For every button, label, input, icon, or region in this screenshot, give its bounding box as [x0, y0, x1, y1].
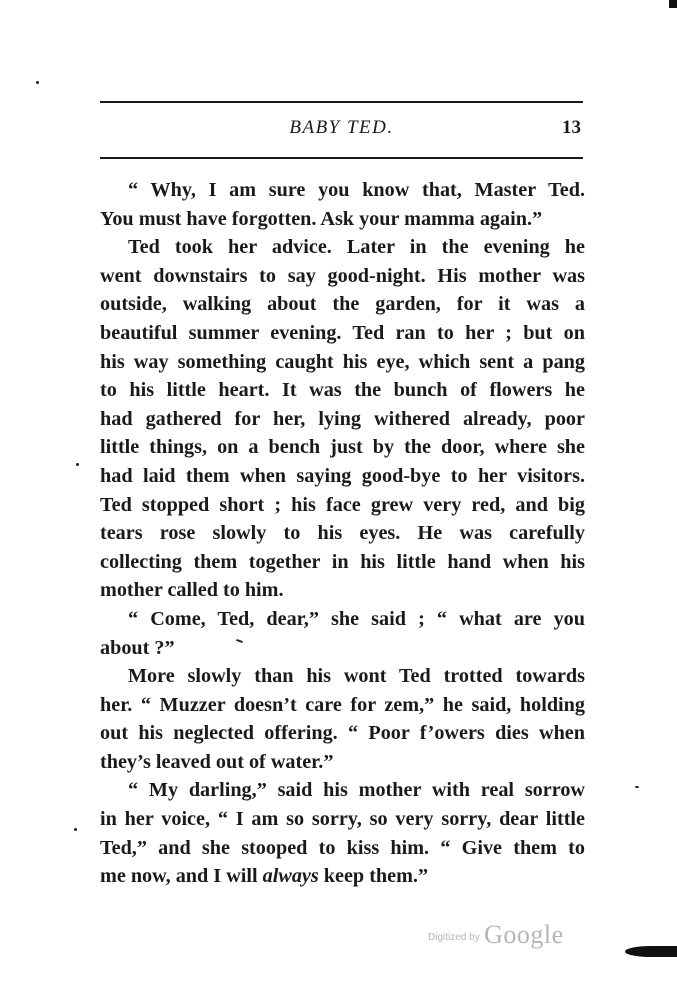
text-line: Ted took her advice. Later in the evening he [128, 236, 585, 259]
digitized-by-label: Digitized by [428, 932, 480, 943]
text-line: outside, walking about the garden, for it was a [100, 293, 585, 316]
digitized-by-google-watermark [428, 920, 564, 950]
text-line: to his little heart. It was the bunch of flowers he [100, 379, 585, 402]
text-line: More slowly than his wont Ted trotted towards [128, 665, 585, 688]
text-line: You must have forgotten. Ask your mamma again.” [100, 207, 543, 230]
text-run: me now, and I will [100, 865, 258, 888]
text-run: keep them.” [323, 865, 429, 888]
header-rule-bottom [100, 157, 583, 159]
text-line: beautiful summer evening. Ted ran to her ; but on [100, 321, 585, 344]
text-line: his way something caught his eye, which sent a pang [100, 350, 585, 373]
text-line: mother called to him. [100, 579, 284, 602]
scan-speck [76, 463, 79, 466]
scan-speck [635, 786, 639, 788]
text-line: went downstairs to say good-night. His mother was [100, 264, 585, 287]
text-line: “ Why, I am sure you know that, Master Ted. [128, 179, 585, 201]
text-line-final [100, 862, 585, 891]
page-number: 13 [562, 117, 581, 138]
text-line: tears rose slowly to his eyes. He was carefully [100, 522, 585, 545]
body-text [100, 176, 585, 891]
text-line: they’s leaved out of water.” [100, 750, 334, 773]
text-line: Ted stopped short ; his face grew very red, and big [100, 493, 585, 516]
text-line: little things, on a bench just by the door, where she [100, 436, 585, 459]
text-line: her. “ Muzzer doesn’t care for zem,” he said, holding [100, 693, 585, 716]
text-line: about ?” [100, 636, 175, 659]
text-line: “ My darling,” said his mother with real sorrow [128, 779, 585, 802]
text-line: had gathered for her, lying withered already, poor [100, 407, 585, 430]
scan-speck [36, 81, 39, 84]
text-line: collecting them together in his little hand when his [100, 550, 585, 573]
text-line: Ted,” and she stooped to kiss him. “ Give them to [100, 836, 585, 859]
text-line: in her voice, “ I am so sorry, so very sorry, dear little [100, 808, 585, 831]
header-rule-top [100, 101, 583, 103]
scan-speck [74, 828, 77, 831]
running-header [100, 117, 583, 145]
google-logo: Google [484, 920, 564, 949]
text-line: had laid them when saying good-bye to her visitors. [100, 464, 585, 487]
scan-edge-mark [625, 946, 677, 957]
scan-corner-mark [669, 0, 677, 8]
running-title: BABY TED. [289, 117, 394, 138]
text-line: “ Come, Ted, dear,” she said ; “ what are you [128, 607, 585, 630]
text-line: out his neglected offering. “ Poor f’owers dies when [100, 722, 585, 745]
emphasis-word: always [262, 865, 319, 888]
